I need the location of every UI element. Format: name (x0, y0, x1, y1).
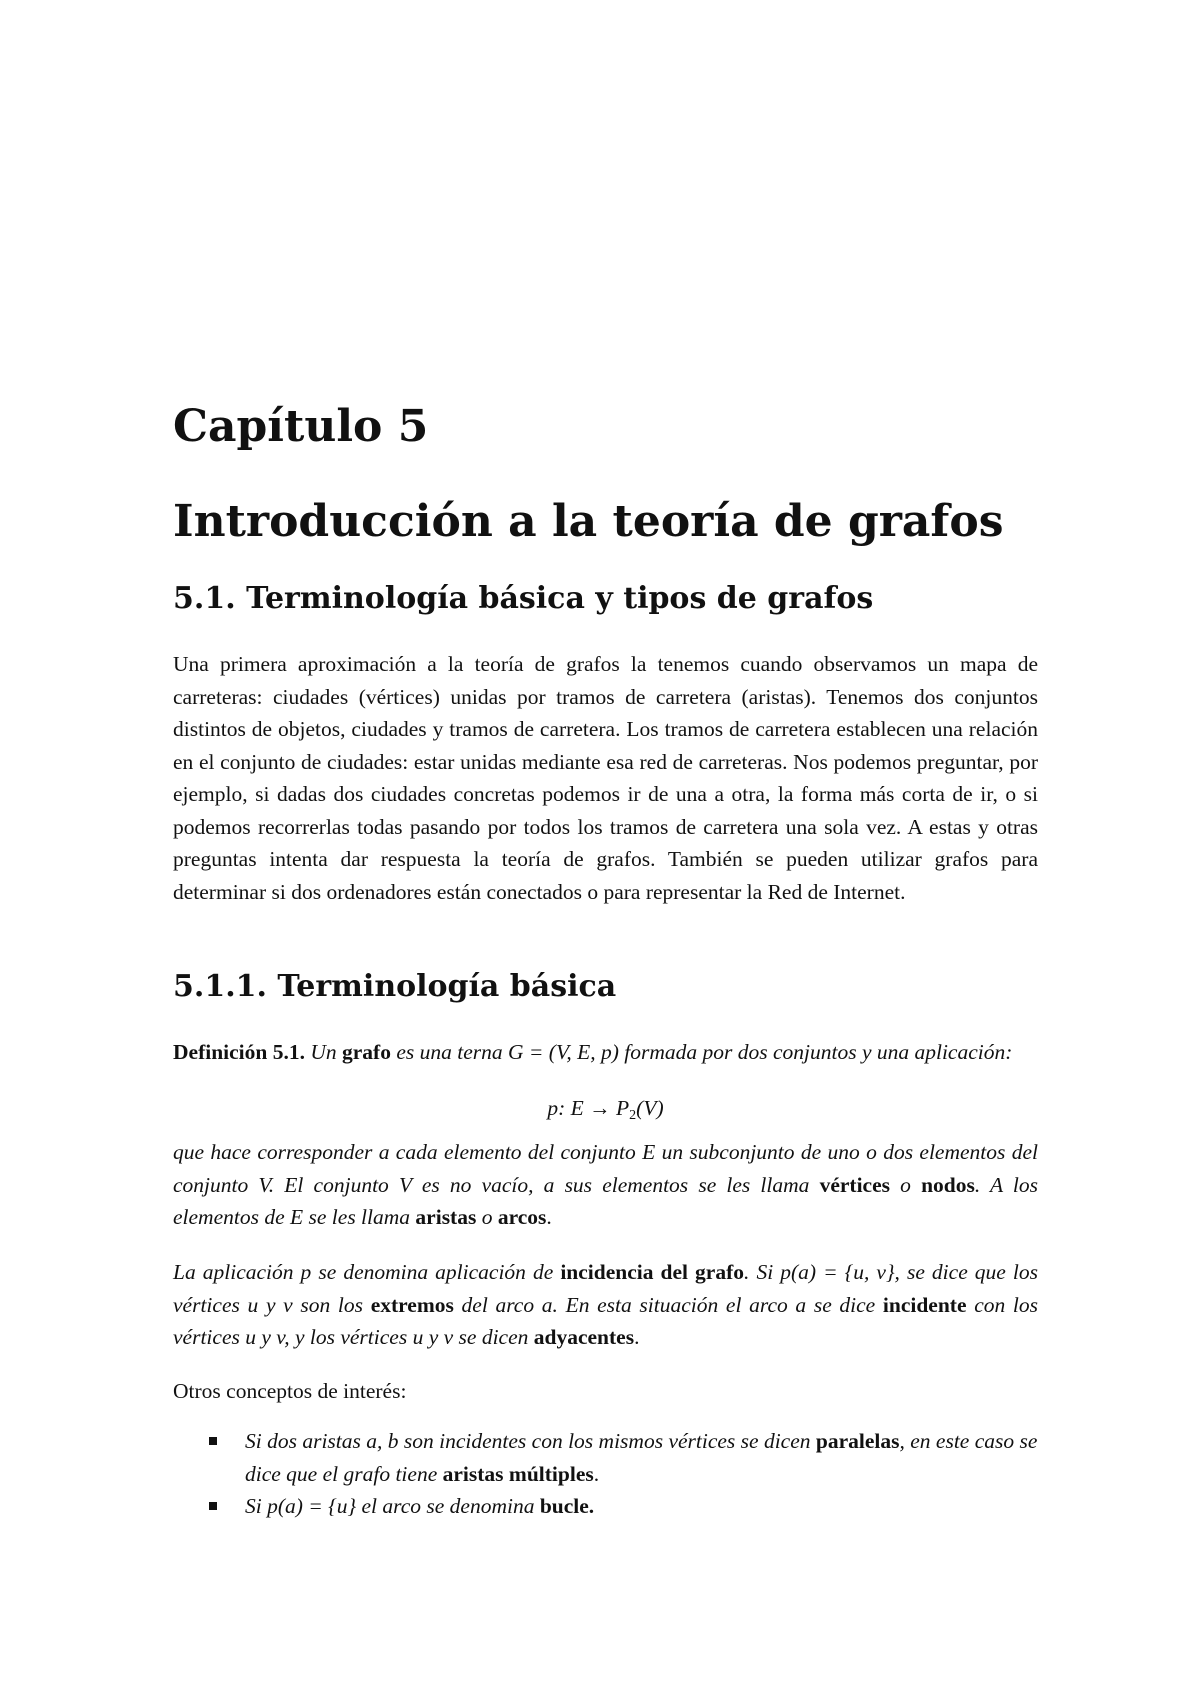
term-bucle: bucle. (539, 1494, 595, 1518)
definition-cont-text-2: o (890, 1172, 922, 1197)
incidence-text-3: del arco a. En esta situación el arco a se dice (453, 1292, 883, 1317)
definition-cont-text-3: . A los elementos de E se les llama (173, 1172, 1038, 1229)
term-extremos: extremos (370, 1292, 454, 1317)
others-intro: Otros conceptos de interés: (173, 1379, 407, 1403)
term-incidencia: incidencia del grafo (560, 1260, 745, 1284)
term-nodos: nodos (921, 1172, 975, 1197)
definition-text-2: es una terna G = (V, E, p) formada por dos conjuntos y una aplicación: (390, 1040, 1013, 1064)
definition-text-1: Un (304, 1040, 343, 1064)
definition-continuation (173, 1136, 1038, 1234)
section-heading: 5.1. Terminología básica y tipos de grafos (173, 581, 874, 616)
bullet-1-text-3: . (593, 1461, 600, 1486)
term-incidente: incidente (882, 1292, 967, 1317)
term-vertices: vértices (819, 1172, 890, 1197)
definition-cont-text-4: o (476, 1205, 498, 1229)
formula-subscript: 2 (629, 1108, 637, 1123)
formula-right: (V) (636, 1096, 664, 1120)
definition-cont-text-5: . (546, 1205, 552, 1229)
subsection-heading: 5.1.1. Terminología básica (173, 969, 617, 1004)
bullet-1-text-1: Si dos aristas a, b son incidentes con los mismos vértices se dicen (245, 1429, 816, 1453)
square-bullet-icon (209, 1502, 217, 1510)
term-arcos: arcos (497, 1205, 547, 1229)
definition-formula (173, 1096, 1038, 1124)
square-bullet-icon (209, 1437, 217, 1445)
term-aristas-multiples: aristas múltiples (442, 1461, 594, 1486)
incidence-text-4: con los vértices u y v, y los vértices u y v se dicen (173, 1292, 1038, 1349)
incidence-paragraph (173, 1256, 1038, 1354)
bullet-1-text-2: , en este caso se dice que el grafo tiene (245, 1429, 1038, 1486)
term-aristas: aristas (415, 1205, 477, 1229)
concepts-list (173, 1425, 1038, 1523)
term-adyacentes: adyacentes (533, 1325, 635, 1349)
incidence-text-1: La aplicación p se denomina aplicación de (173, 1260, 561, 1284)
list-item (173, 1490, 1038, 1523)
chapter-heading: Capítulo 5 (173, 401, 429, 452)
term-paralelas: paralelas (815, 1429, 900, 1453)
bullet-2-text-1: Si p(a) = {u} el arco se denomina (245, 1494, 540, 1518)
definition-label: Definición 5.1. (173, 1040, 305, 1064)
definition-cont-text-1: que hace corresponder a cada elemento del conjunto E un subconjunto de uno o dos elementos del conjunto V. El conjunto V es no vacío, a sus elementos se les llama (173, 1140, 1038, 1197)
chapter-title: Introducción a la teoría de grafos (173, 496, 1004, 547)
definition-term: grafo (342, 1040, 391, 1064)
incidence-text-5: . (634, 1325, 640, 1349)
intro-paragraph: Una primera aproximación a la teoría de grafos la tenemos cuando observamos un mapa de carreteras: ciudades (vértices) unidas por tramos de carretera (aristas). Tenemos dos conjuntos distintos de objetos, ciudades y tramos de carretera. Los tramos de carretera establecen una relación en el conjunto de ciudades: estar unidas mediante esa red de carreteras. Nos podemos preguntar, por ejemplo, si dadas dos ciudades concretas podemos ir de una a otra, la forma más corta de ir, o si podemos recorrerlas todas pasando por todos los tramos de carretera una sola vez. A estas y otras preguntas intenta dar respuesta la teoría de grafos. También se pueden utilizar grafos para determinar si dos ordenadores están conectados o para representar la Red de Internet. (173, 652, 1038, 904)
incidence-text-2: . Si p(a) = {u, v}, se dice que los vértices u y v son los (173, 1260, 1038, 1317)
definition-paragraph (173, 1038, 1038, 1066)
list-item (173, 1425, 1038, 1490)
formula-left: p: E → P (547, 1096, 630, 1120)
